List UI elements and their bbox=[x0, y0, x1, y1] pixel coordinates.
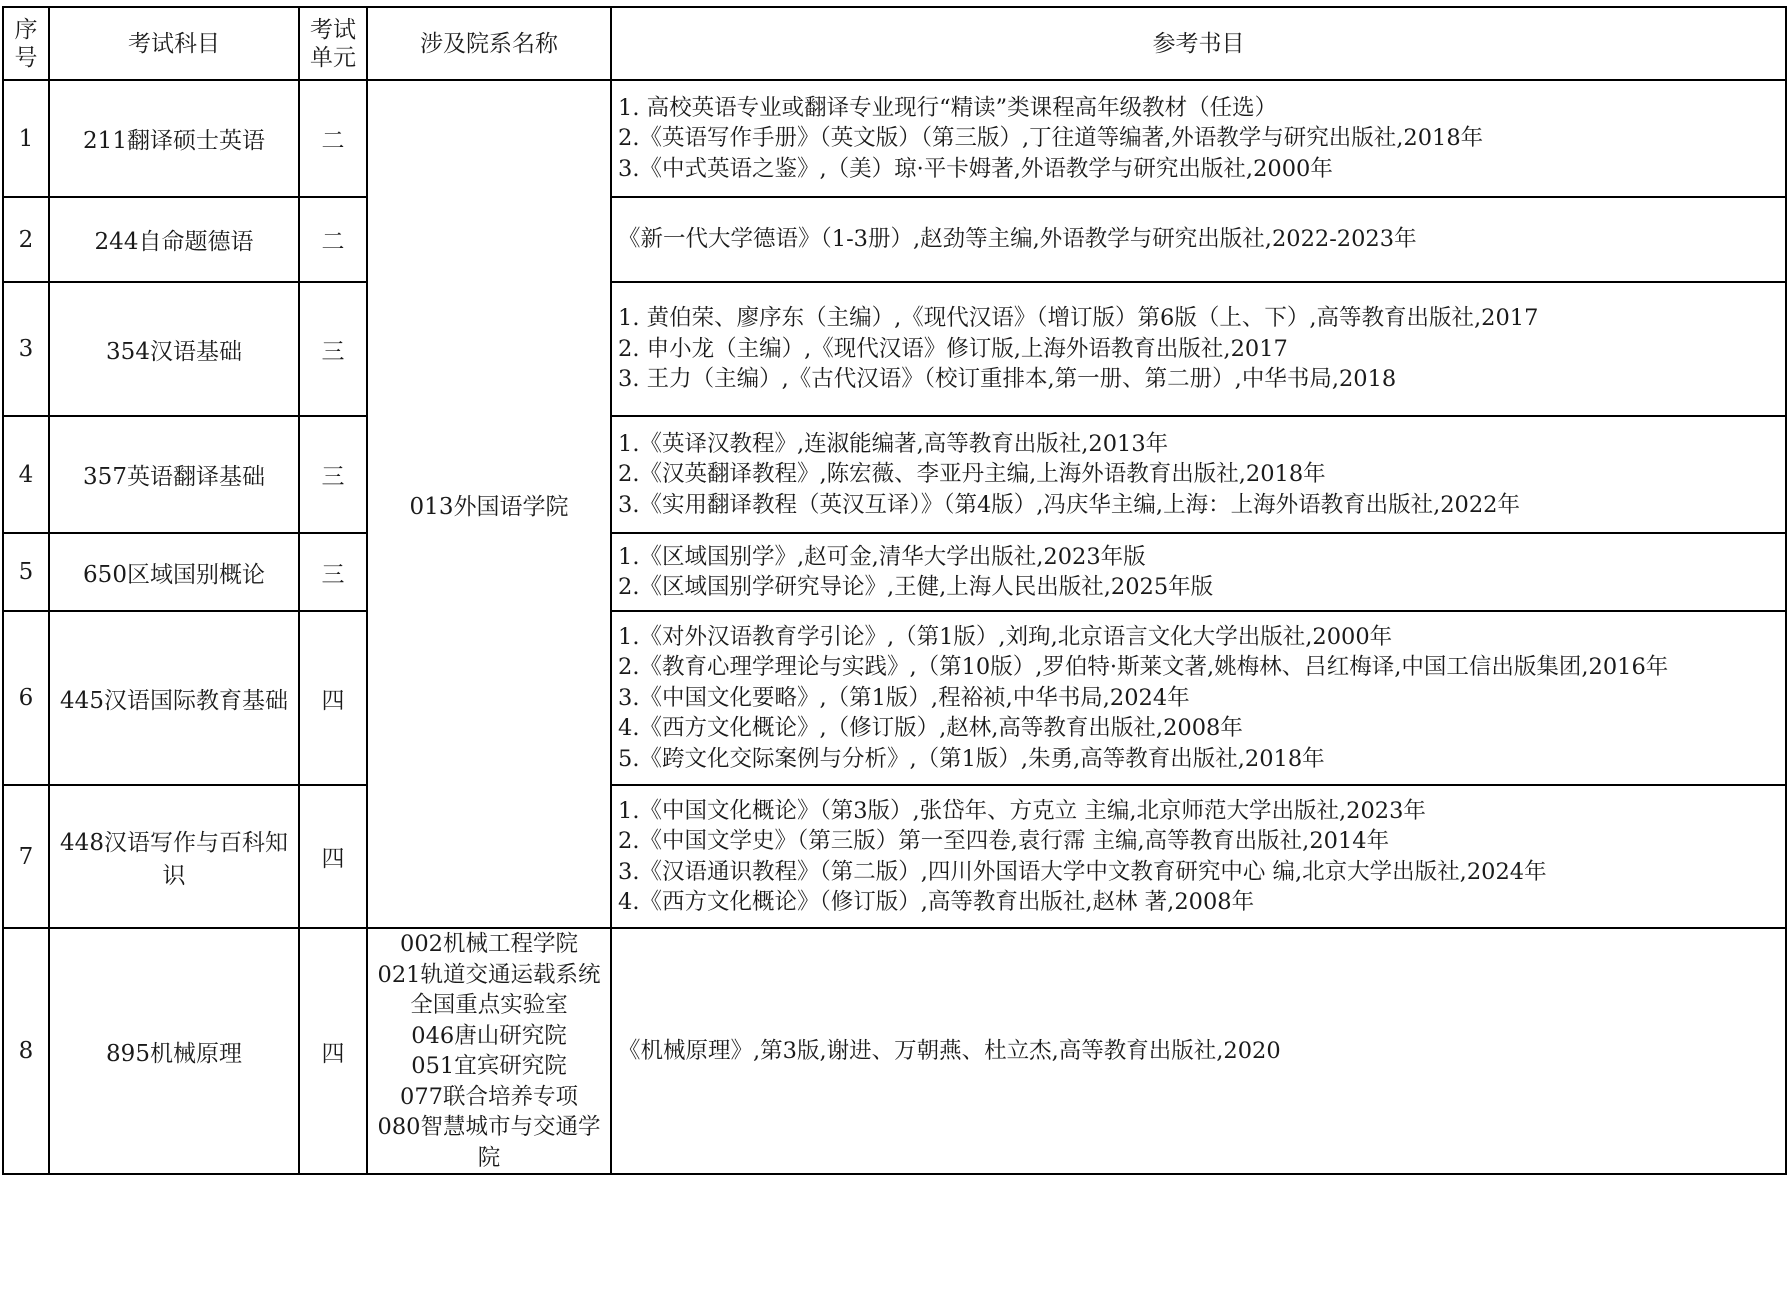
header-no: 序 号 bbox=[3, 7, 49, 80]
dept-line: 080智慧城市与交通学院 bbox=[377, 1114, 601, 1171]
book-line: 3.《中式英语之鉴》,（美）琼·平卡姆著,外语教学与研究出版社,2000年 bbox=[618, 155, 1333, 182]
row-books bbox=[611, 80, 1786, 197]
table-row bbox=[3, 416, 1786, 533]
row-unit: 三 bbox=[299, 416, 367, 533]
book-line: 2.《教育心理学理论与实践》,（第10版）,罗伯特·斯莱文著,姚梅林、吕红梅译,中国工信出版集团,2016年 bbox=[618, 654, 1669, 681]
book-line: 1.《区域国别学》,赵可金,清华大学出版社,2023年版 bbox=[618, 543, 1146, 570]
table-row bbox=[3, 282, 1786, 416]
row-no: 6 bbox=[3, 611, 49, 785]
table-row bbox=[3, 785, 1786, 928]
row-subject: 244自命题德语 bbox=[49, 197, 299, 282]
row-unit: 二 bbox=[299, 80, 367, 197]
book-line: 《新一代大学德语》（1-3册）,赵劲等主编,外语教学与研究出版社,2022-2023年 bbox=[618, 226, 1417, 253]
book-line: 3.《实用翻译教程（英汉互译）》（第4版）,冯庆华主编,上海：上海外语教育出版社,2022年 bbox=[618, 491, 1521, 518]
book-line: 4.《西方文化概论》（修订版）,高等教育出版社,赵林 著,2008年 bbox=[618, 889, 1255, 915]
row-books bbox=[611, 533, 1786, 611]
table-row bbox=[3, 80, 1786, 197]
row-books bbox=[611, 282, 1786, 416]
row-unit: 四 bbox=[299, 785, 367, 928]
book-line: 1.《英译汉教程》,连淑能编著,高等教育出版社,2013年 bbox=[618, 430, 1169, 457]
row-books bbox=[611, 197, 1786, 282]
row-subject: 445汉语国际教育基础 bbox=[49, 611, 299, 785]
row-subject: 895机械原理 bbox=[49, 928, 299, 1174]
book-line: 1.《对外汉语教育学引论》,（第1版）,刘珣,北京语言文化大学出版社,2000年 bbox=[618, 623, 1393, 650]
row-unit: 三 bbox=[299, 282, 367, 416]
book-line: 4.《西方文化概论》,（修订版）,赵林,高等教育出版社,2008年 bbox=[618, 715, 1243, 742]
row-books bbox=[611, 416, 1786, 533]
header-books: 参考书目 bbox=[611, 7, 1786, 80]
table-row bbox=[3, 928, 1786, 1174]
row-dept-foreign-languages: 013外国语学院 bbox=[367, 80, 611, 928]
header-dept: 涉及院系名称 bbox=[367, 7, 611, 80]
book-line: 2.《中国文学史》（第三版）第一至四卷,袁行霈 主编,高等教育出版社,2014年 bbox=[618, 828, 1390, 854]
row-books bbox=[611, 611, 1786, 785]
row-no: 1 bbox=[3, 80, 49, 197]
header-unit: 考试 单元 bbox=[299, 7, 367, 80]
row-no: 3 bbox=[3, 282, 49, 416]
row-subject: 211翻译硕士英语 bbox=[49, 80, 299, 197]
book-line: 1. 黄伯荣、廖序东（主编）,《现代汉语》（增订版）第6版（上、下）,高等教育出版社,2017 bbox=[618, 305, 1539, 332]
dept-line: 046唐山研究院 bbox=[411, 1022, 567, 1049]
row-no: 2 bbox=[3, 197, 49, 282]
book-line: 2.《英语写作手册》（英文版）（第三版）,丁往道等编著,外语教学与研究出版社,2018年 bbox=[618, 125, 1484, 152]
table-header-row bbox=[3, 7, 1786, 80]
row-subject: 357英语翻译基础 bbox=[49, 416, 299, 533]
header-subject: 考试科目 bbox=[49, 7, 299, 80]
row-subject: 650区域国别概论 bbox=[49, 533, 299, 611]
book-line: 5.《跨文化交际案例与分析》,（第1版）,朱勇,高等教育出版社,2018年 bbox=[618, 745, 1325, 772]
row-books bbox=[611, 928, 1786, 1174]
row-subject: 354汉语基础 bbox=[49, 282, 299, 416]
book-line: 《机械原理》,第3版,谢进、万朝燕、杜立杰,高等教育出版社,2020 bbox=[618, 1037, 1281, 1064]
row-subject: 448汉语写作与百科知识 bbox=[49, 785, 299, 928]
row-no: 8 bbox=[3, 928, 49, 1174]
dept-line: 002机械工程学院 bbox=[400, 931, 578, 957]
book-line: 2.《汉英翻译教程》,陈宏薇、李亚丹主编,上海外语教育出版社,2018年 bbox=[618, 461, 1326, 488]
row-no: 5 bbox=[3, 533, 49, 611]
row-books bbox=[611, 785, 1786, 928]
row-unit: 四 bbox=[299, 611, 367, 785]
row-no: 4 bbox=[3, 416, 49, 533]
dept-line: 051宜宾研究院 bbox=[411, 1053, 567, 1079]
book-line: 3. 王力（主编）,《古代汉语》（校订重排本,第一册、第二册）,中华书局,2018 bbox=[618, 366, 1397, 393]
row-dept-multi bbox=[367, 928, 611, 1174]
book-line: 3.《汉语通识教程》（第二版）,四川外国语大学中文教育研究中心 编,北京大学出版社,2024年 bbox=[618, 858, 1547, 885]
book-line: 1.《中国文化概论》（第3版）,张岱年、方克立 主编,北京师范大学出版社,2023年 bbox=[618, 797, 1426, 824]
table-row bbox=[3, 533, 1786, 611]
book-line: 1. 高校英语专业或翻译专业现行“精读”类课程高年级教材（任选） bbox=[618, 94, 1278, 121]
table-row bbox=[3, 197, 1786, 282]
row-unit: 四 bbox=[299, 928, 367, 1174]
row-unit: 三 bbox=[299, 533, 367, 611]
exam-reference-table bbox=[2, 6, 1787, 1175]
table-row bbox=[3, 611, 1786, 785]
dept-line: 077联合培养专项 bbox=[400, 1083, 578, 1110]
book-line: 3.《中国文化要略》,（第1版）,程裕祯,中华书局,2024年 bbox=[618, 684, 1190, 711]
row-no: 7 bbox=[3, 785, 49, 928]
dept-line: 021轨道交通运载系统全国重点实验室 bbox=[377, 961, 601, 1018]
row-unit: 二 bbox=[299, 197, 367, 282]
book-line: 2. 申小龙（主编）,《现代汉语》修订版,上海外语教育出版社,2017 bbox=[618, 335, 1288, 362]
book-line: 2.《区域国别学研究导论》,王健,上海人民出版社,2025年版 bbox=[618, 574, 1214, 600]
